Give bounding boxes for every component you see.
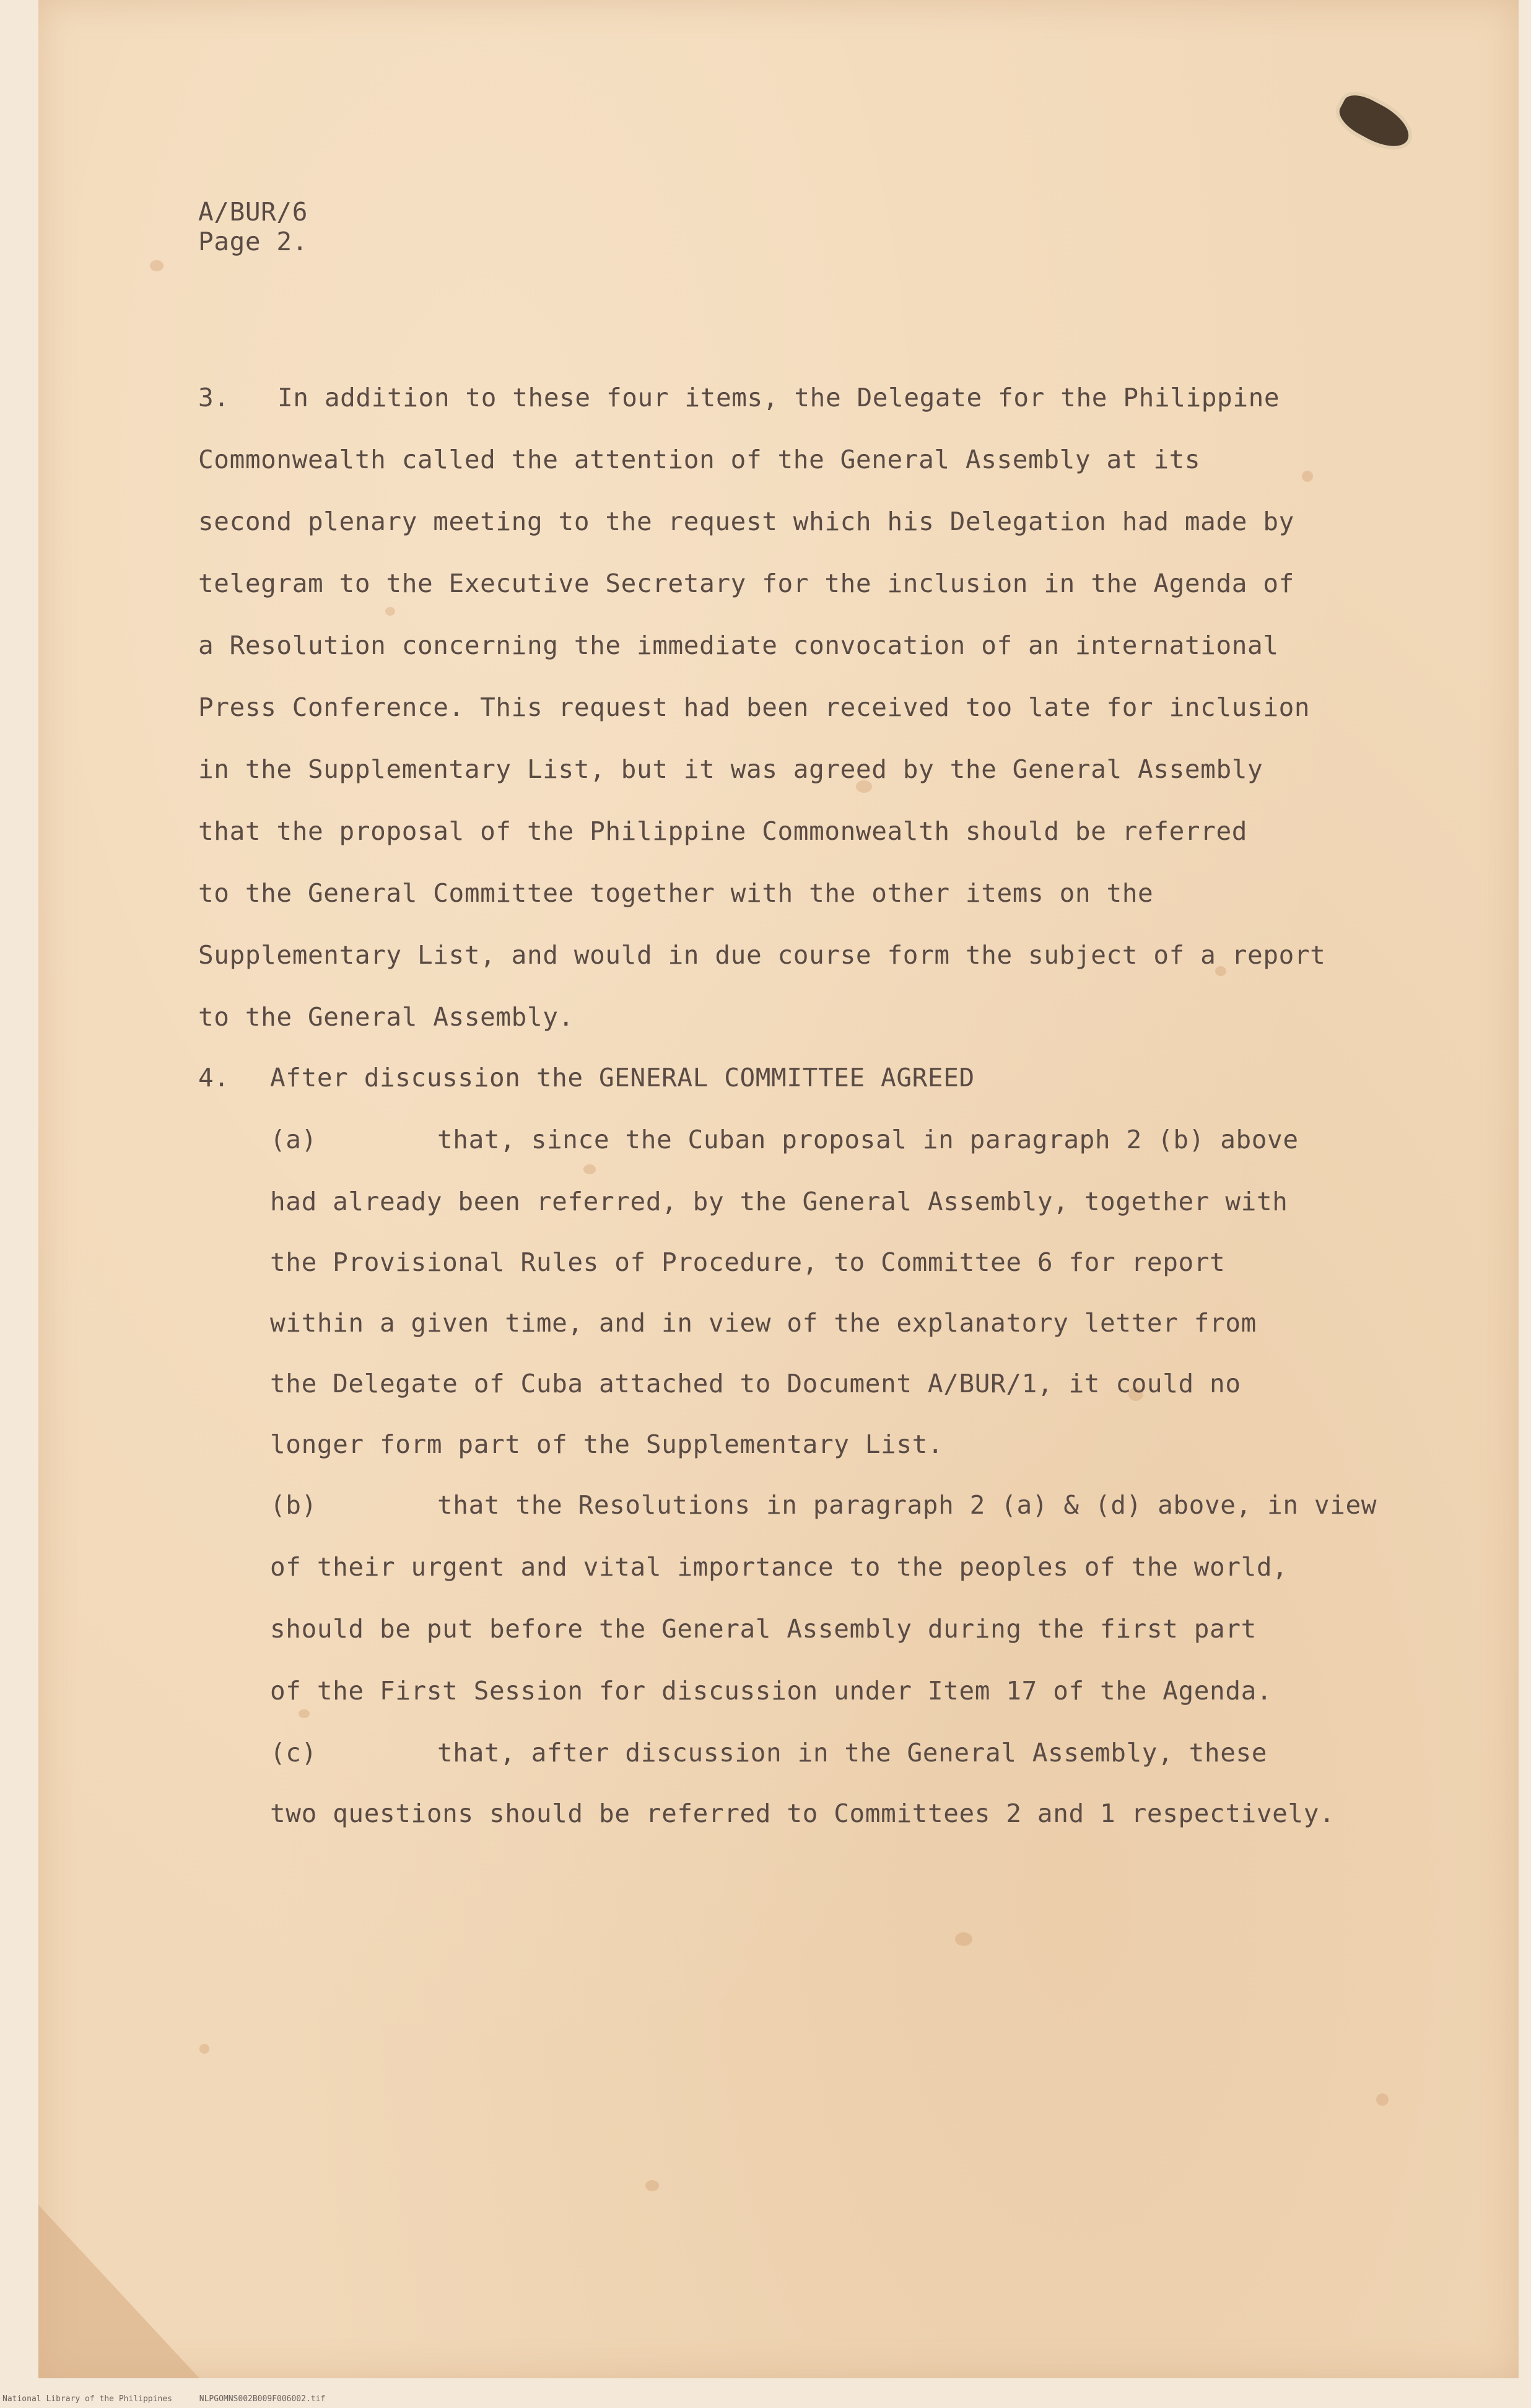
item-label: (b) (270, 1490, 317, 1520)
paragraph-intro: After discussion the GENERAL COMMITTEE AGREED (270, 1063, 975, 1093)
item-line: longer form part of the Supplementary List. (270, 1429, 944, 1459)
stain-speck (583, 1164, 596, 1174)
item-line: two questions should be referred to Committees 2 and 1 respectively. (270, 1799, 1335, 1828)
scan-footer (2, 2394, 347, 2404)
footer-filename: NLPGOMNS002B009F006002.tif (199, 2394, 326, 2404)
stain-speck (1376, 2093, 1389, 2106)
item-text: that, since the Cuban proposal in paragraph 2 (b) above (437, 1125, 1299, 1154)
item-line (270, 1738, 1267, 1768)
stain-speck (645, 2180, 659, 2191)
footer-source: National Library of the Philippines (2, 2394, 172, 2404)
stain-speck (385, 607, 395, 616)
paragraph-line: in the Supplementary List, but it was agreed by the General Assembly (198, 754, 1263, 784)
paragraph-line: a Resolution concerning the immediate convocation of an international (198, 630, 1279, 660)
item-line: should be put before the General Assembly during the first part (270, 1614, 1257, 1644)
item-line: the Delegate of Cuba attached to Document A/BUR/1, it could no (270, 1369, 1241, 1398)
item-line: of their urgent and vital importance to the peoples of the world, (270, 1552, 1288, 1582)
paragraph-number: 4. (198, 1063, 230, 1093)
item-label: (c) (270, 1738, 317, 1768)
stain-speck (199, 2044, 209, 2054)
paragraph-number: 3. (198, 383, 230, 412)
item-label: (a) (270, 1125, 317, 1154)
stain-speck (150, 260, 164, 271)
paragraph-line: In addition to these four items, the Delegate for the Philippine (277, 383, 1280, 412)
item-line: the Provisional Rules of Procedure, to Committee 6 for report (270, 1247, 1226, 1277)
paragraph-line: Supplementary List, and would in due course form the subject of a report (198, 940, 1326, 970)
paragraph-line: to the General Assembly. (198, 1002, 574, 1032)
item-line: of the First Session for discussion under Item 17 of the Agenda. (270, 1676, 1273, 1706)
item-line: within a given time, and in view of the explanatory letter from (270, 1308, 1257, 1338)
stain-speck (299, 1709, 310, 1718)
paragraph-line: to the General Committee together with the other items on the (198, 878, 1154, 908)
item-line (270, 1125, 1299, 1154)
item-line: had already been referred, by the General Assembly, together with (270, 1187, 1288, 1216)
item-text: that the Resolutions in paragraph 2 (a) & (d) above, in view (437, 1490, 1377, 1520)
item-line (270, 1490, 1377, 1520)
document-reference: A/BUR/6 (198, 197, 308, 227)
paragraph-line: Press Conference. This request had been received too late for inclusion (198, 692, 1311, 722)
folded-corner (38, 2205, 199, 2378)
page-number: Page 2. (198, 227, 308, 256)
paragraph-line: that the proposal of the Philippine Commonwealth should be referred (198, 816, 1248, 846)
paragraph-line: Commonwealth called the attention of the General Assembly at its (198, 445, 1201, 474)
paragraph-line: second plenary meeting to the request which his Delegation had made by (198, 507, 1294, 536)
stain-speck (1302, 471, 1313, 482)
paragraph-line: telegram to the Executive Secretary for the inclusion in the Agenda of (198, 569, 1294, 598)
item-text: that, after discussion in the General Assembly, these (437, 1738, 1268, 1768)
stain-speck (955, 1932, 972, 1946)
